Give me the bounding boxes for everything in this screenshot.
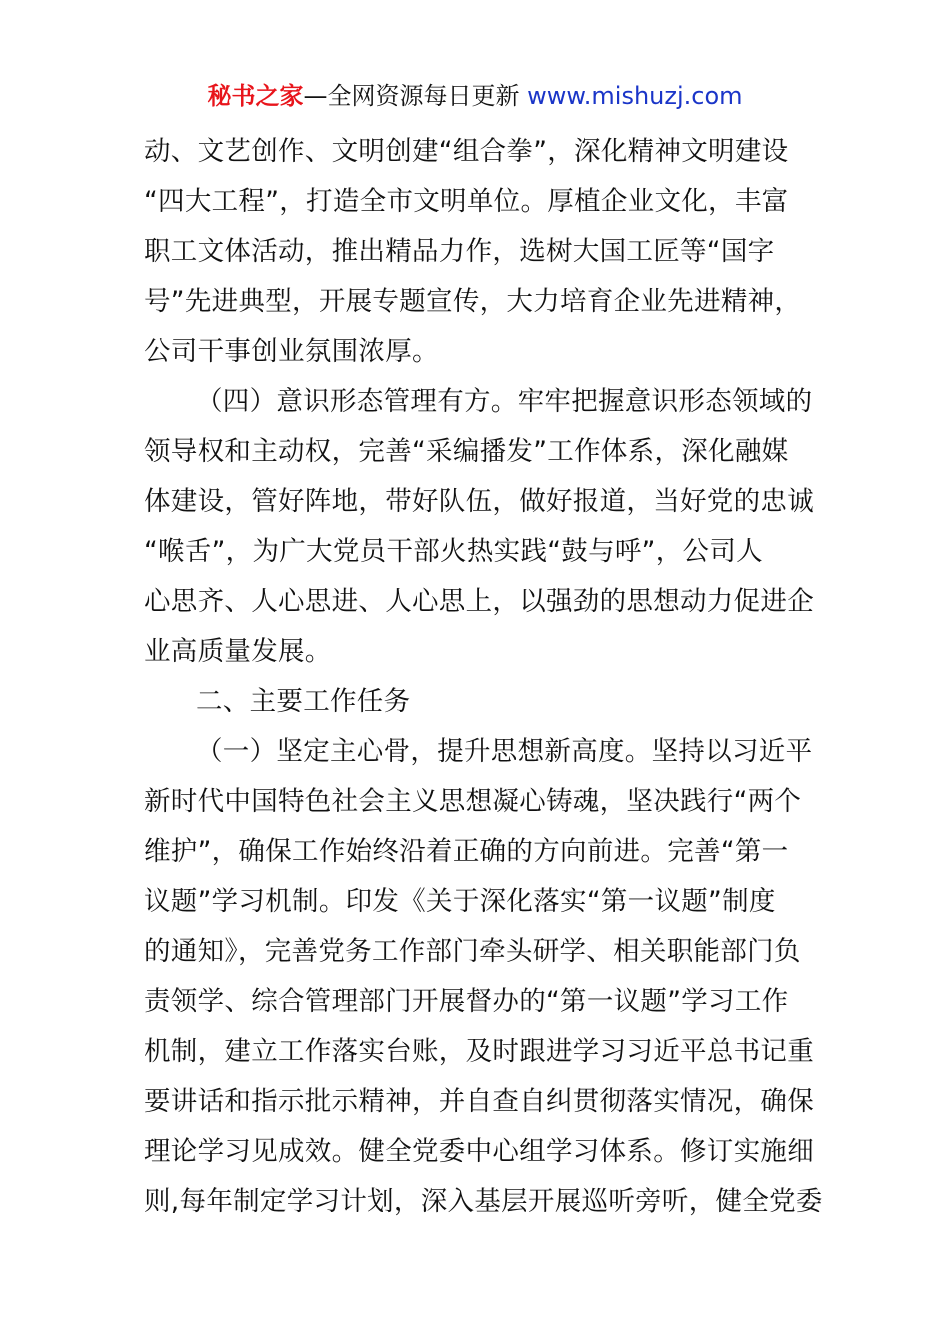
text-line: 维护”，确保工作始终沿着正确的方向前进。完善“第一 xyxy=(144,836,789,867)
text-line: 责领学、综合管理部门开展督办的“第一议题”学习工作 xyxy=(144,986,789,1017)
text-line: 领导权和主动权，完善“采编播发”工作体系，深化融媒 xyxy=(144,436,789,467)
chapter-heading: 二、主要工作任务 xyxy=(196,686,411,717)
text-line: 体建设，管好阵地，带好队伍，做好报道，当好党的忠诚 xyxy=(144,486,814,517)
text-line: 理论学习见成效。健全党委中心组学习体系。修订实施细 xyxy=(144,1136,814,1167)
text-line: 号”先进典型，开展专题宣传，大力培育企业先进精神， xyxy=(144,286,802,317)
text-line: 新时代中国特色社会主义思想凝心铸魂，坚决践行“两个 xyxy=(144,786,802,817)
text-line: 动、文艺创作、文明创建“组合拳”，深化精神文明建设 xyxy=(144,136,789,167)
page-header xyxy=(0,80,950,112)
text-line: “四大工程”，打造全市文明单位。厚植企业文化，丰富 xyxy=(144,186,789,217)
text-line: 则,每年制定学习计划，深入基层开展巡听旁听，健全党委 xyxy=(144,1186,823,1217)
text-line: 业高质量发展。 xyxy=(144,636,332,667)
text-line: 的通知》，完善党务工作部门牵头研学、相关职能部门负 xyxy=(144,936,801,967)
document-body xyxy=(144,127,823,1227)
section-heading-line: （四）意识形态管理有方。牢牢把握意识形态领域的 xyxy=(196,386,813,417)
text-line: 机制，建立工作落实台账，及时跟进学习习近平总书记重 xyxy=(144,1036,814,1067)
text-line: 议题”学习机制。印发《关于深化落实“第一议题”制度 xyxy=(144,886,776,917)
site-brand: 秘书之家 xyxy=(207,82,304,110)
text-line: “喉舌”，为广大党员干部火热实践“鼓与呼”，公司人 xyxy=(144,536,763,567)
text-line: 要讲话和指示批示精神，并自查自纠贯彻落实情况，确保 xyxy=(144,1086,814,1117)
site-tagline: —全网资源每日更新 xyxy=(303,82,520,110)
text-line: 心思齐、人心思进、人心思上，以强劲的思想动力促进企 xyxy=(144,586,814,617)
section-heading-line: （一）坚定主心骨，提升思想新高度。坚持以习近平 xyxy=(196,736,813,767)
text-line: 公司干事创业氛围浓厚。 xyxy=(144,336,439,367)
site-url[interactable]: www.mishuzj.com xyxy=(527,82,743,110)
text-line: 职工文体活动，推出精品力作，选树大国工匠等“国字 xyxy=(144,236,775,267)
